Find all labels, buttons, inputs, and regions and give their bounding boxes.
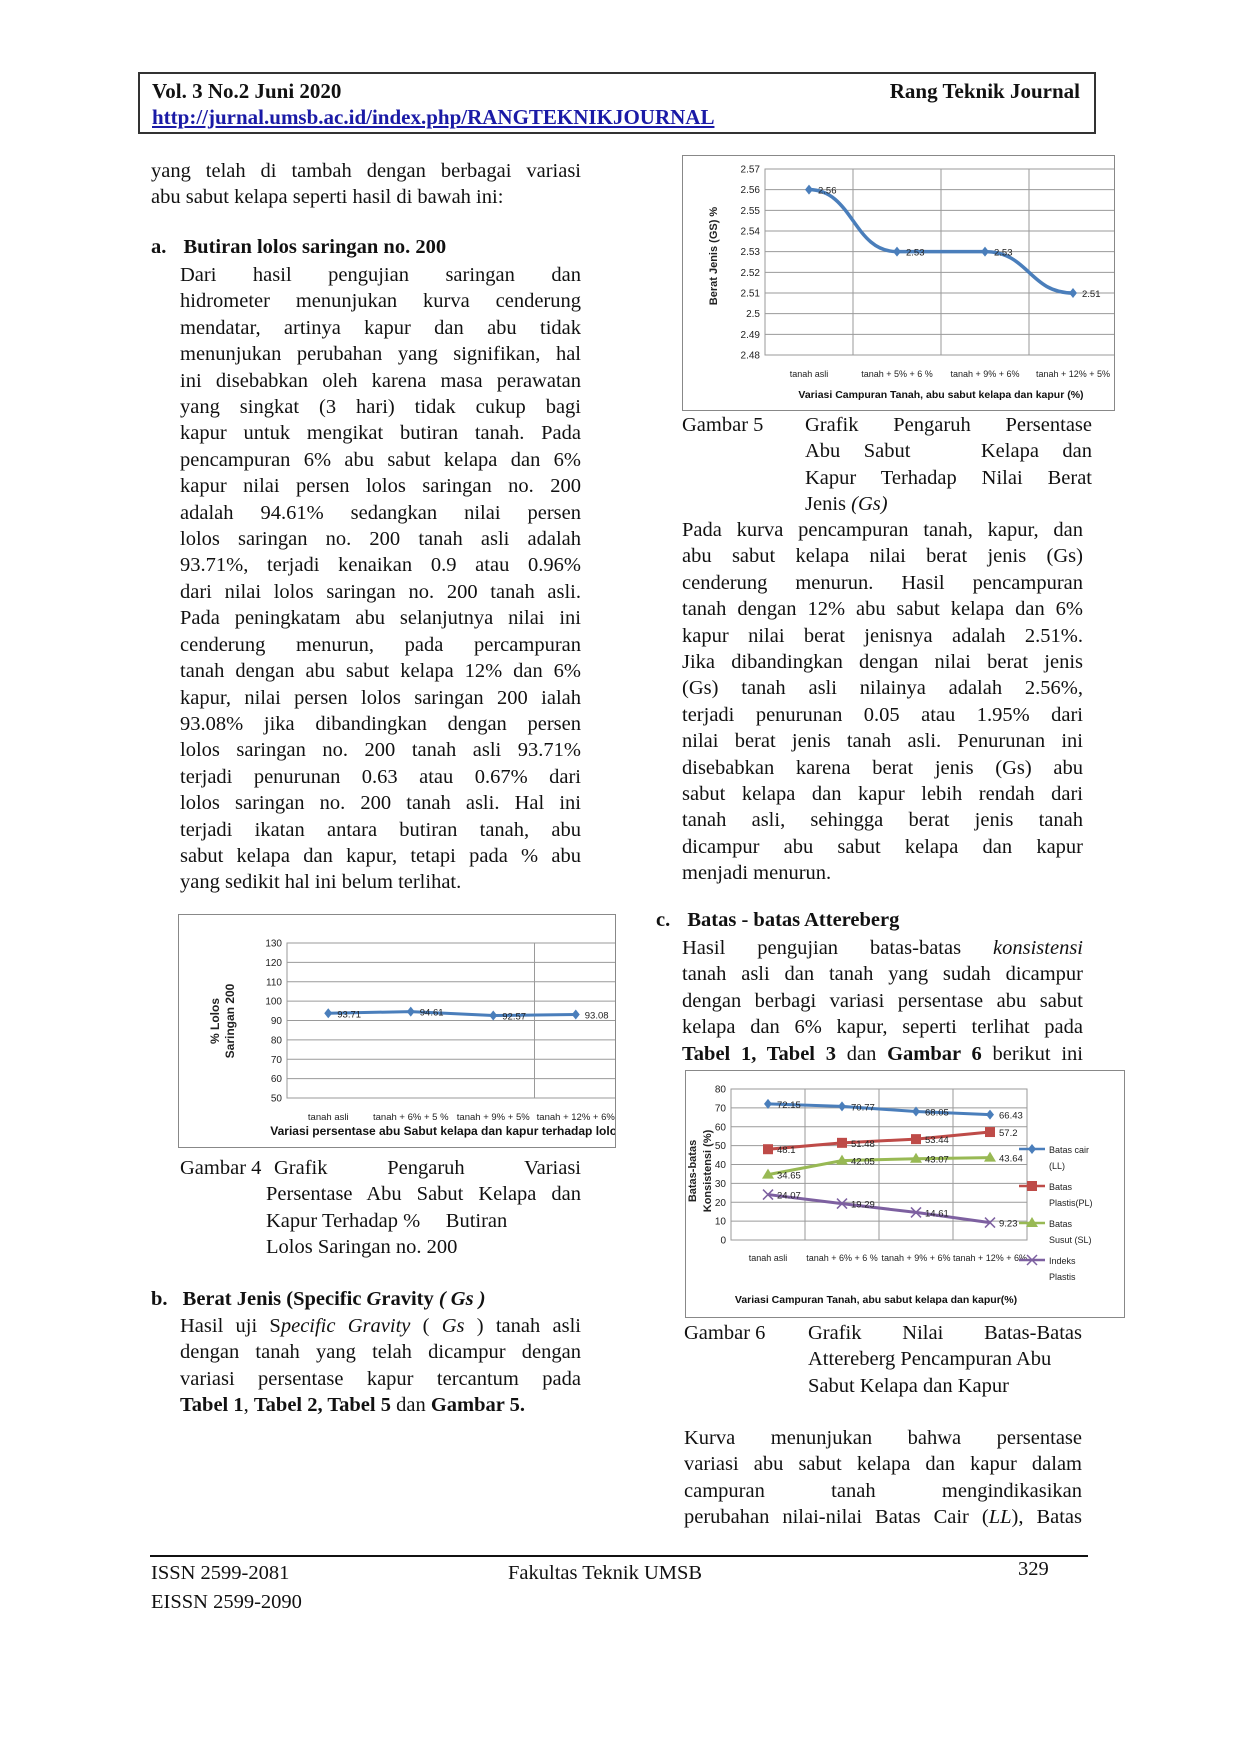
figure-6-caption: Gambar 6 Grafik Nilai Batas-Batas Attereberg Pencampuran Abu Sabut Kelapa dan Kapur: [684, 1322, 1082, 1397]
svg-text:2.53: 2.53: [906, 247, 925, 259]
section-c-body: Hasil pengujian batas-batas konsistensi tanah asli dan tanah yang sudah dicampur dengan berbagi variasi persentase abu sabut kelapa dan 6% kapur, seperti terlihat pada Tabel 1, Tabel 3 dan Gambar 6 berikut ini: [682, 937, 1083, 1065]
svg-text:Batas-batas: Batas-batas: [687, 1139, 699, 1203]
svg-text:Plastis(PL): Plastis(PL): [1049, 1198, 1093, 1208]
svg-text:34.65: 34.65: [777, 1170, 801, 1182]
svg-text:19.29: 19.29: [851, 1199, 875, 1211]
svg-text:2.53: 2.53: [740, 247, 760, 259]
svg-text:% Lolos: % Lolos: [208, 997, 222, 1045]
svg-text:70: 70: [270, 1054, 282, 1066]
journal-url-link[interactable]: http://jurnal.umsb.ac.id/index.php/RANGTEKNIKJOURNAL: [152, 105, 715, 129]
chart-atterberg: [686, 1071, 1124, 1317]
kurva-paragraph: Kurva menunjukan bahwa persentase variasi abu sabut kelapa dan kapur dalam campuran tanah mengindikasikan perubahan nilai-nilai Batas Cair (LL), Batas: [684, 1427, 1082, 1529]
figure-6-chart: [685, 1070, 1125, 1318]
svg-text:Variasi Campuran Tanah, abu sa: Variasi Campuran Tanah, abu sabut kelapa dan kapur(%): [734, 1294, 1018, 1306]
svg-text:50: 50: [270, 1093, 282, 1105]
svg-text:48.1: 48.1: [777, 1145, 796, 1157]
svg-text:Batas: Batas: [1049, 1219, 1073, 1229]
svg-text:93.71: 93.71: [337, 1009, 362, 1021]
svg-text:43.64: 43.64: [999, 1153, 1023, 1165]
faculty-name: Fakultas Teknik UMSB: [508, 1562, 703, 1584]
svg-text:Saringan 200: Saringan 200: [223, 983, 237, 1059]
svg-text:Berat Jenis (GS) %: Berat Jenis (GS) %: [708, 206, 720, 306]
svg-text:tanah + 9% + 5%: tanah + 9% + 5%: [456, 1112, 530, 1123]
section-b-body: Hasil uji Specific Gravity ( Gs ) tanah asli dengan tanah yang telah dicampur dengan variasi persentase kapur tercantum pada Tabel 1, Tabel 2, Tabel 5 dan Gambar 5.: [180, 1315, 581, 1417]
svg-text:42.05: 42.05: [851, 1156, 875, 1168]
svg-text:Batas cair: Batas cair: [1049, 1145, 1090, 1155]
svg-text:2.54: 2.54: [740, 226, 760, 238]
issn: ISSN 2599-2081: [151, 1562, 290, 1584]
svg-text:tanah + 6% + 5 %: tanah + 6% + 5 %: [372, 1112, 449, 1123]
eissn: EISSN 2599-2090: [151, 1591, 302, 1613]
svg-text:tanah + 9% + 6%: tanah + 9% + 6%: [950, 369, 1020, 379]
svg-text:72.15: 72.15: [777, 1099, 801, 1111]
svg-text:93.08: 93.08: [584, 1010, 609, 1022]
journal-name: Rang Teknik Journal: [889, 79, 1080, 103]
svg-text:Konsistensi (%): Konsistensi (%): [702, 1129, 714, 1213]
svg-text:110: 110: [266, 977, 282, 989]
svg-text:Variasi Campuran Tanah, abu sa: Variasi Campuran Tanah, abu sabut kelapa dan kapur (%): [798, 389, 1084, 401]
svg-text:51.48: 51.48: [851, 1138, 875, 1150]
svg-text:50: 50: [714, 1141, 726, 1153]
gs-paragraph: Pada kurva pencampuran tanah, kapur, dan abu sabut kelapa nilai berat jenis (Gs) cenderung menurun. Hasil pencampuran tanah dengan 12% abu sabut kelapa dan 6% kapur nilai berat jenisnya adalah 2.51%. Jika dibandingkan dengan nilai berat jenis (Gs) tanah asli nilainya adalah 2.56%, terjadi penurunan 0.05 atau 1.95% dari nilai berat jenis tanah asli. Penurunan ini disebabkan karena berat jenis (Gs) abu sabut kelapa dan kapur lebih rendah dari tanah asli, sehingga berat jenis tanah dicampur abu sabut kelapa dan kapur menjadi menurun.: [682, 519, 1083, 885]
svg-text:130: 130: [265, 938, 282, 950]
svg-text:tanah + 6% + 6 %: tanah + 6% + 6 %: [806, 1253, 878, 1263]
svg-text:57.2: 57.2: [999, 1128, 1018, 1140]
svg-text:Batas: Batas: [1049, 1182, 1073, 1192]
svg-text:30: 30: [714, 1178, 726, 1190]
svg-text:70: 70: [714, 1103, 726, 1115]
svg-text:tanah + 12% + 5%: tanah + 12% + 5%: [1035, 369, 1111, 379]
svg-text:2.57: 2.57: [740, 164, 760, 176]
journal-header: [138, 72, 1096, 134]
svg-text:2.5: 2.5: [746, 309, 760, 321]
section-c-heading: c. Batas - batas Attereberg: [656, 909, 900, 931]
svg-text:24.07: 24.07: [777, 1190, 801, 1202]
svg-text:20: 20: [714, 1197, 726, 1209]
svg-text:80: 80: [270, 1035, 282, 1047]
section-b-heading: b. Berat Jenis (Specific Gravity ( Gs ): [151, 1288, 486, 1310]
svg-text:92.57: 92.57: [502, 1011, 527, 1023]
svg-text:94.61: 94.61: [419, 1007, 444, 1019]
svg-text:tanah + 12% + 6%: tanah + 12% + 6%: [952, 1253, 1028, 1263]
svg-text:2.51: 2.51: [1082, 289, 1101, 300]
svg-text:60: 60: [714, 1122, 726, 1134]
section-a-body: Dari hasil pengujian saringan dan hidrometer menunjukan kurva cenderung mendatar, artinya kapur dan abu tidak menunjukan perubahan yang signifikan, hal ini disebabkan oleh karena masa perawatan yang singkat (3 hari) tidak cukup bagi kapur untuk mengikat butiran tanah. Pada pencampuran 6% abu sabut kelapa dan 6% kapur nilai persen lolos saringan no. 200 adalah 94.61% sedangkan nilai persen lolos saringan no. 200 tanah asli adalah 93.71%, terjadi kenaikan 0.9 atau 0.96% dari nilai lolos saringan no. 200 tanah asli. Pada peningkatam abu selanjutnya nilai ini cenderung menurun, pada percampuran tanah dengan abu sabut kelapa 12% dan 6% kapur, nilai persen lolos saringan 200 ialah 93.08% jika dibandingkan dengan persen lolos saringan no. 200 tanah asli 93.71% terjadi penurunan 0.63 atau 0.67% dari lolos saringan no. 200 tanah asli. Hal ini terjadi ikatan antara butiran tanah, abu sabut kelapa dan kapur, tetapi pada % abu yang sedikit hal ini belum terlihat.: [180, 264, 581, 894]
figure-4-caption: Gambar 4 Grafik Pengaruh Variasi Persentase Abu Sabut Kelapa dan Kapur Terhadap % Butiran Lolos Saringan no. 200: [180, 1157, 581, 1259]
svg-text:10: 10: [714, 1216, 726, 1228]
svg-text:14.61: 14.61: [925, 1208, 949, 1220]
svg-text:100: 100: [265, 996, 282, 1008]
section-a-heading: a. Butiran lolos saringan no. 200: [151, 236, 447, 258]
page-number: 329: [1018, 1558, 1049, 1580]
svg-text:120: 120: [265, 957, 282, 969]
figure-5-caption: Gambar 5 Grafik Pengaruh Persentase Abu Sabut Kelapa dan Kapur Terhadap Nilai Berat Jenis (Gs): [682, 414, 1092, 516]
svg-text:(LL): (LL): [1049, 1161, 1066, 1171]
svg-text:70.77: 70.77: [851, 1102, 875, 1114]
svg-text:2.56: 2.56: [818, 185, 837, 197]
figure-5-chart: [682, 155, 1115, 411]
svg-text:90: 90: [270, 1016, 282, 1027]
svg-text:40: 40: [714, 1160, 726, 1171]
svg-text:tanah asli: tanah asli: [307, 1112, 349, 1123]
svg-text:Plastis: Plastis: [1049, 1272, 1076, 1282]
svg-text:tanah asli: tanah asli: [789, 369, 829, 379]
svg-text:tanah + 9% + 6%: tanah + 9% + 6%: [881, 1253, 951, 1263]
svg-text:2.52: 2.52: [740, 267, 760, 279]
svg-text:Indeks: Indeks: [1049, 1256, 1076, 1266]
svg-text:68.05: 68.05: [925, 1107, 949, 1119]
svg-text:80: 80: [714, 1084, 726, 1096]
volume-label: Vol. 3 No.2 Juni 2020: [152, 79, 342, 103]
svg-text:tanah asli: tanah asli: [748, 1253, 788, 1263]
svg-text:9.23: 9.23: [999, 1218, 1018, 1230]
svg-text:60: 60: [270, 1074, 282, 1086]
svg-text:66.43: 66.43: [999, 1110, 1023, 1122]
chart-lolos-saringan: [179, 915, 615, 1147]
svg-text:2.51: 2.51: [740, 288, 760, 300]
svg-text:2.55: 2.55: [740, 205, 760, 217]
figure-4-chart: [178, 914, 616, 1148]
svg-text:tanah + 12% + 6%: tanah + 12% + 6%: [536, 1112, 615, 1123]
svg-text:2.48: 2.48: [740, 350, 760, 362]
svg-text:2.56: 2.56: [740, 185, 760, 197]
svg-text:Susut (SL): Susut (SL): [1049, 1235, 1092, 1245]
svg-text:0: 0: [720, 1235, 726, 1247]
svg-text:2.49: 2.49: [740, 329, 760, 341]
footer-divider: [150, 1555, 1088, 1557]
svg-text:2.53: 2.53: [994, 247, 1013, 259]
chart-berat-jenis: [683, 156, 1114, 410]
intro-paragraph: yang telah di tambah dengan berbagai variasi abu sabut kelapa seperti hasil di bawah ini:: [151, 160, 581, 209]
svg-text:53.44: 53.44: [925, 1135, 949, 1147]
svg-text:Variasi persentase abu Sabut k: Variasi persentase abu Sabut kelapa dan kapur terhadap lolos: [270, 1124, 615, 1138]
svg-text:tanah + 5% + 6 %: tanah + 5% + 6 %: [861, 369, 933, 379]
svg-text:43.07: 43.07: [925, 1154, 949, 1166]
